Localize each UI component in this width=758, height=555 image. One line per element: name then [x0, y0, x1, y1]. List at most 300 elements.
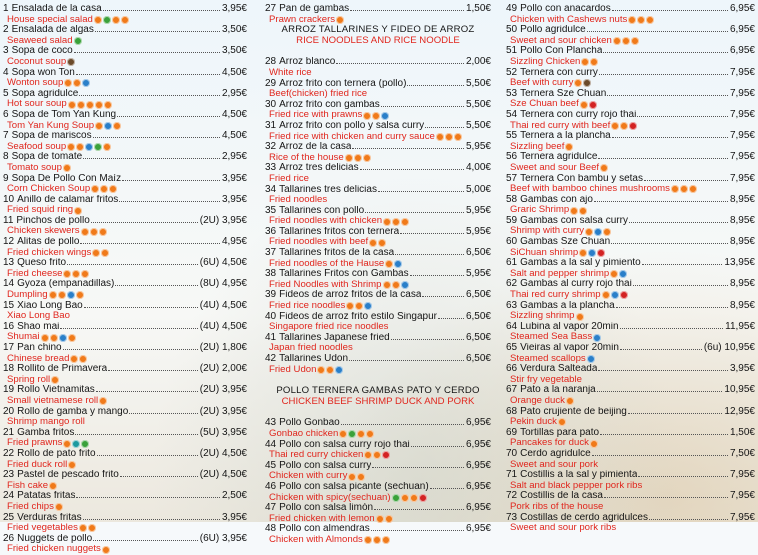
item-english-text: Fried chicken with lemon — [269, 512, 375, 524]
item-english-name — [3, 121, 247, 132]
item-price: 4,00€ — [465, 162, 491, 174]
allergen-icon — [378, 239, 386, 247]
item-number: 30 — [265, 98, 277, 110]
dot-leader — [611, 243, 728, 244]
allergen-icon — [79, 355, 87, 363]
allergen-icon — [631, 37, 639, 45]
dot-leader — [76, 497, 219, 498]
item-price: 10,95€ — [724, 384, 755, 396]
item-name: Arroz blanco — [279, 57, 336, 68]
item-price: 5,50€ — [465, 119, 491, 131]
menu-item — [3, 470, 247, 491]
item-price: 2,95€ — [221, 151, 247, 163]
item-english-text: Wonton soup — [7, 77, 64, 89]
dot-leader — [620, 328, 724, 329]
dot-leader — [438, 318, 464, 319]
dot-leader — [95, 31, 220, 32]
item-number: 39 — [265, 289, 277, 301]
item-english-name — [506, 226, 755, 237]
allergen-icon — [590, 440, 598, 448]
menu-item — [3, 152, 247, 173]
item-name: Pato a la naranja — [520, 385, 596, 396]
item-english-name — [265, 132, 491, 143]
allergen-icon — [580, 101, 588, 109]
allergen-icon — [593, 334, 601, 342]
dot-leader — [76, 74, 220, 75]
item-price: (2U) 2,00€ — [199, 363, 247, 375]
menu-item — [3, 174, 247, 195]
item-english-name — [3, 502, 247, 513]
allergen-icon — [41, 334, 49, 342]
item-english-text: Rice of the house — [269, 151, 344, 163]
allergen-icon — [602, 291, 610, 299]
item-english-text: Pekin duck — [510, 416, 557, 428]
item-english-name — [506, 57, 755, 68]
item-price: 11,95€ — [725, 320, 755, 332]
menu-item — [506, 301, 755, 322]
item-english-name — [506, 438, 755, 449]
item-english-text: Fried noodles with chicken — [269, 215, 383, 227]
allergen-icon — [355, 302, 363, 310]
item-price: 8,95€ — [729, 278, 755, 290]
dot-leader — [96, 391, 198, 392]
item-name: Costillis de la casa — [520, 491, 603, 502]
allergen-icon — [79, 524, 87, 532]
menu-item — [3, 343, 247, 364]
item-price: 2,00€ — [465, 56, 491, 68]
menu-item — [3, 131, 247, 152]
allergen-icon — [620, 122, 628, 130]
item-name: Tallarines fritos con ternera — [279, 226, 400, 237]
item-english-text: Fried chicken wings — [7, 246, 92, 258]
menu-item — [3, 449, 247, 470]
allergen-icon — [401, 281, 409, 289]
item-number: 20 — [3, 405, 15, 417]
item-name: Xiao Long Bao — [17, 300, 83, 311]
dot-leader — [612, 137, 728, 138]
item-number: 53 — [506, 87, 518, 99]
menu-item-row — [3, 322, 247, 333]
item-price: 6,50€ — [465, 331, 491, 343]
item-price: (2U) 1,80€ — [199, 342, 247, 353]
item-name: Pastel de pescado frito — [17, 470, 119, 481]
item-price: 7,50€ — [729, 447, 755, 459]
item-name: Pollo con almendras — [279, 524, 370, 535]
item-english-text: Corn Chicken Soup — [7, 183, 91, 195]
item-name: Ternera con curry — [520, 67, 598, 78]
dot-leader — [372, 467, 464, 468]
item-price: 6,95€ — [465, 417, 491, 429]
menu-item — [506, 279, 755, 300]
item-name: Ensalada de algas — [11, 25, 94, 36]
dot-leader — [411, 446, 464, 447]
item-name: Sopa De Pollo Con Maíz — [11, 173, 122, 184]
dot-leader — [80, 243, 220, 244]
menu-item-row — [3, 449, 247, 460]
item-number: 25 — [3, 511, 15, 523]
allergen-icon — [590, 58, 598, 66]
item-number: 21 — [3, 426, 15, 438]
item-number: 32 — [265, 141, 277, 153]
item-english-text: Coconut soup — [7, 55, 67, 67]
item-number: 28 — [265, 56, 277, 68]
item-name: Tallarines Udon — [279, 354, 349, 364]
item-english-text: Thai red curry chicken — [269, 449, 364, 461]
dot-leader — [425, 127, 464, 128]
allergen-icon — [382, 451, 390, 459]
allergen-icon — [570, 207, 578, 215]
item-english-name — [3, 57, 247, 68]
item-english-text: Stir fry vegetable — [510, 373, 582, 385]
item-price: 4,50€ — [221, 66, 247, 78]
item-price: 6,95€ — [465, 502, 491, 514]
item-english-name — [3, 15, 247, 26]
item-number: 73 — [506, 511, 518, 523]
dot-leader — [633, 285, 728, 286]
dot-leader — [84, 307, 198, 308]
allergen-icon — [401, 218, 409, 226]
dot-leader — [108, 370, 198, 371]
dot-leader — [117, 116, 220, 117]
allergen-icon — [600, 164, 608, 172]
item-english-text: Fried noodles of the Hause — [269, 257, 385, 269]
item-english-name — [506, 99, 755, 110]
item-english-text: Sweet and sour chicken — [510, 34, 612, 46]
item-name: Sopa de mariscos — [11, 131, 92, 142]
item-english-text: Prawn crackers — [269, 13, 336, 25]
item-name: Tallarines con pollo — [279, 205, 365, 216]
item-price: 6,95€ — [465, 438, 491, 450]
allergen-icon — [94, 143, 102, 151]
menu-column-2 — [265, 4, 491, 546]
dot-leader — [63, 349, 198, 350]
dot-leader — [93, 540, 198, 541]
item-english-name — [506, 163, 755, 174]
item-price: 3,95€ — [221, 511, 247, 523]
item-name: Costillis a la sal y pimienta — [520, 470, 638, 481]
dot-leader — [129, 413, 197, 414]
item-name: Tallarines Japanese fried — [279, 332, 390, 343]
menu-item — [506, 491, 755, 512]
allergen-icon — [91, 185, 99, 193]
allergen-icon — [99, 397, 107, 405]
dot-leader — [644, 180, 728, 181]
allergen-icon — [82, 79, 90, 87]
menu-item — [265, 290, 491, 311]
item-english-text: Sizzling Chicken — [510, 55, 581, 67]
allergen-icon — [59, 334, 67, 342]
item-name: Verdura Salteada — [520, 364, 598, 375]
menu-item-row — [506, 110, 755, 121]
menu-item — [265, 163, 491, 184]
item-number: 51 — [506, 45, 518, 57]
item-name: Tallarines tres delicias — [279, 184, 377, 195]
menu-item — [265, 440, 491, 461]
item-number: 2 — [3, 24, 9, 36]
item-number: 50 — [506, 24, 518, 36]
allergen-icon — [671, 185, 679, 193]
allergen-icon — [113, 122, 121, 130]
item-price: 8,95€ — [729, 299, 755, 311]
dot-leader — [341, 424, 464, 425]
item-price: 3,95€ — [221, 172, 247, 184]
item-english-name — [506, 460, 755, 471]
item-name: Nuggets de pollo — [17, 533, 93, 544]
item-english-text: Pork ribs of the house — [510, 500, 604, 512]
menu-item — [506, 322, 755, 343]
item-price: 7,95€ — [729, 511, 755, 523]
item-price: 8,95€ — [729, 193, 755, 205]
item-english-name — [506, 121, 755, 132]
dot-leader — [60, 328, 197, 329]
item-name: Gambas a la plancha — [520, 300, 615, 311]
allergen-icon — [585, 228, 593, 236]
menu-item — [506, 68, 755, 89]
item-english-text: Chicken with curry — [269, 470, 348, 482]
allergen-icon — [392, 494, 400, 502]
dot-leader — [67, 264, 198, 265]
item-name: Arroz frito con pollo y salsa curry — [279, 120, 425, 131]
item-english-name — [506, 205, 755, 216]
menu-item — [3, 258, 247, 279]
item-english-text: Fried rice noodles — [269, 300, 346, 312]
dot-leader — [597, 391, 723, 392]
allergen-icon — [99, 228, 107, 236]
item-number: 45 — [265, 459, 277, 471]
allergen-icon — [646, 16, 654, 24]
column-2-meat-items — [265, 418, 491, 545]
item-english-name — [506, 15, 755, 26]
dot-leader — [350, 10, 464, 11]
menu-item — [3, 68, 247, 89]
item-english-text: Fried rice with chicken and curry sauce — [269, 130, 435, 142]
item-number: 60 — [506, 236, 518, 248]
allergen-icon — [392, 281, 400, 289]
menu-item-row — [3, 110, 247, 121]
menu-item — [265, 524, 491, 545]
item-number: 33 — [265, 162, 277, 174]
item-price: 1,50€ — [729, 426, 755, 438]
item-english-text: Beef(chicken) fried rice — [269, 88, 368, 100]
item-english-text: Hot sour soup — [7, 98, 67, 110]
item-english-text: Sze Chuan beef — [510, 98, 579, 110]
item-english-text: Fried squid ring — [7, 204, 74, 216]
allergen-icon — [357, 430, 365, 438]
item-english-text: Tomato soup — [7, 161, 62, 173]
menu-item — [3, 534, 247, 555]
item-english-text: Seaweed salad — [7, 34, 73, 46]
dot-leader — [407, 85, 464, 86]
item-number: 44 — [265, 438, 277, 450]
item-english-text: Small vietnamese roll — [7, 394, 99, 406]
item-price: 8,95€ — [729, 236, 755, 248]
menu-item — [3, 491, 247, 512]
menu-item — [3, 301, 247, 322]
item-english-name — [3, 142, 247, 153]
item-english-text: Steamed scallops — [510, 352, 586, 364]
allergen-icon — [597, 249, 605, 257]
allergen-icon — [76, 143, 84, 151]
item-number: 57 — [506, 172, 518, 184]
dot-leader — [592, 455, 728, 456]
item-price: 5,50€ — [465, 77, 491, 89]
item-price: 13,95€ — [724, 257, 755, 269]
item-english-text: Orange duck — [510, 394, 565, 406]
allergen-icon — [680, 185, 688, 193]
item-name: Tallarines fritos de la casa — [279, 248, 395, 259]
item-price: 3,95€ — [729, 363, 755, 375]
item-price: 3,95€ — [221, 3, 247, 14]
item-english-name — [3, 163, 247, 174]
menu-item — [506, 131, 755, 152]
item-number: 69 — [506, 426, 518, 438]
allergen-icon — [95, 122, 103, 130]
menu-item — [506, 216, 755, 237]
item-english-text: Fried prawns — [7, 437, 63, 449]
item-english-text: Xiao Long Bao — [7, 310, 70, 322]
menu-item — [506, 46, 755, 67]
dot-leader — [422, 296, 464, 297]
allergen-icon — [354, 154, 362, 162]
item-english-text: White rice — [269, 66, 312, 78]
dot-leader — [642, 264, 723, 265]
allergen-icon — [103, 16, 111, 24]
item-number: 36 — [265, 225, 277, 237]
item-english-text: Fried rice — [269, 172, 309, 184]
item-english-name — [265, 322, 491, 333]
menu-item-row — [265, 482, 491, 493]
item-english-text: Sweet and sour Beef — [510, 161, 600, 173]
item-name: Pan chino — [17, 343, 62, 353]
menu-item — [3, 25, 247, 46]
item-name: Gambas a la sal y pimiento — [520, 258, 641, 269]
item-name: Sopa de tomate — [11, 152, 83, 163]
menu-item — [265, 142, 491, 163]
allergen-icon — [579, 249, 587, 257]
menu-item — [265, 227, 491, 248]
item-price: 8,95€ — [729, 214, 755, 226]
allergen-icon — [366, 430, 374, 438]
allergen-icon — [63, 164, 71, 172]
menu-item — [506, 407, 755, 428]
dot-leader — [93, 137, 220, 138]
menu-item — [506, 428, 755, 449]
item-price: (2U) 3,95€ — [199, 384, 247, 396]
allergen-icon — [385, 260, 393, 268]
allergen-icon — [63, 440, 71, 448]
item-number: 58 — [506, 193, 518, 205]
item-number: 54 — [506, 108, 518, 120]
allergen-icon — [383, 218, 391, 226]
allergen-icon — [94, 16, 102, 24]
item-price: (4U) 4,50€ — [199, 299, 247, 311]
dot-leader — [395, 254, 464, 255]
item-number: 17 — [3, 342, 15, 353]
item-english-text: Steamed Sea Bass — [510, 331, 593, 343]
allergen-icon — [86, 101, 94, 109]
dot-leader — [628, 413, 723, 414]
item-name: Arroz tres delicias — [279, 163, 359, 174]
item-name: Ternera a la plancha — [520, 131, 611, 142]
menu-item — [506, 343, 755, 364]
allergen-icon — [67, 143, 75, 151]
item-price: 7,95€ — [729, 490, 755, 502]
allergen-icon — [326, 366, 334, 374]
dot-leader — [378, 191, 464, 192]
item-english-text: Thai red curry shrimp — [510, 289, 601, 301]
allergen-icon — [382, 536, 390, 544]
item-name: Ternera Con bambu y setas — [520, 173, 643, 184]
allergen-icon — [55, 503, 63, 511]
item-number: 22 — [3, 447, 15, 459]
item-name: Costillas de cerdo agridulces — [520, 512, 648, 523]
item-number: 61 — [506, 257, 518, 269]
menu-item-row — [3, 343, 247, 354]
item-name: Rollo de gamba y mango — [17, 406, 129, 417]
item-price: 3,50€ — [221, 45, 247, 57]
item-english-name — [265, 153, 491, 164]
item-name: Alitas de pollo — [17, 237, 80, 248]
menu-item-row — [506, 4, 755, 15]
allergen-icon — [588, 249, 596, 257]
item-name: Pinchos de pollo — [16, 215, 90, 226]
item-english-name — [506, 502, 755, 513]
item-name: Arroz frito con ternera (pollo) — [279, 78, 407, 89]
allergen-icon — [689, 185, 697, 193]
menu-item — [3, 407, 247, 428]
item-price: (5U) 3,95€ — [199, 426, 247, 438]
allergen-icon — [68, 334, 76, 342]
menu-item-row — [3, 4, 247, 15]
item-number: 52 — [506, 66, 518, 78]
item-name: Gamba fritos — [17, 427, 75, 438]
item-name: Pollo con salsa picante (sechuan) — [279, 481, 429, 492]
item-number: 35 — [265, 204, 277, 216]
allergen-icon — [348, 473, 356, 481]
item-english-name — [3, 523, 247, 534]
item-price: (2U) 3,95€ — [199, 405, 247, 417]
item-number: 63 — [506, 299, 518, 311]
menu-item — [506, 25, 755, 46]
item-english-text: Dumpling — [7, 289, 48, 301]
allergen-icon — [102, 546, 110, 554]
item-number: 67 — [506, 384, 518, 396]
item-english-name — [265, 15, 491, 26]
dot-leader — [365, 212, 464, 213]
item-english-text: Beef with bamboo chines mushrooms — [510, 183, 670, 195]
menu-item — [3, 89, 247, 110]
item-english-text: Fried Udon — [269, 363, 317, 375]
allergen-icon — [317, 366, 325, 374]
item-price: 4,95€ — [221, 236, 247, 248]
allergen-icon — [88, 524, 96, 532]
item-price: 6,50€ — [465, 289, 491, 301]
item-number: 9 — [3, 172, 9, 184]
allergen-icon — [369, 239, 377, 247]
item-price: 3,50€ — [221, 24, 247, 36]
item-number: 16 — [3, 320, 15, 332]
item-name: Ensalada de la casa — [11, 4, 102, 14]
item-english-text: Gonbao chicken — [269, 427, 339, 439]
item-number: 27 — [265, 3, 277, 14]
menu-item — [265, 185, 491, 206]
allergen-icon — [348, 430, 356, 438]
menu-item — [3, 237, 247, 258]
allergen-icon — [364, 536, 372, 544]
item-english-text: Sizzling shrimp — [510, 310, 575, 322]
item-english-name — [506, 354, 755, 365]
item-price: 5,95€ — [465, 141, 491, 153]
